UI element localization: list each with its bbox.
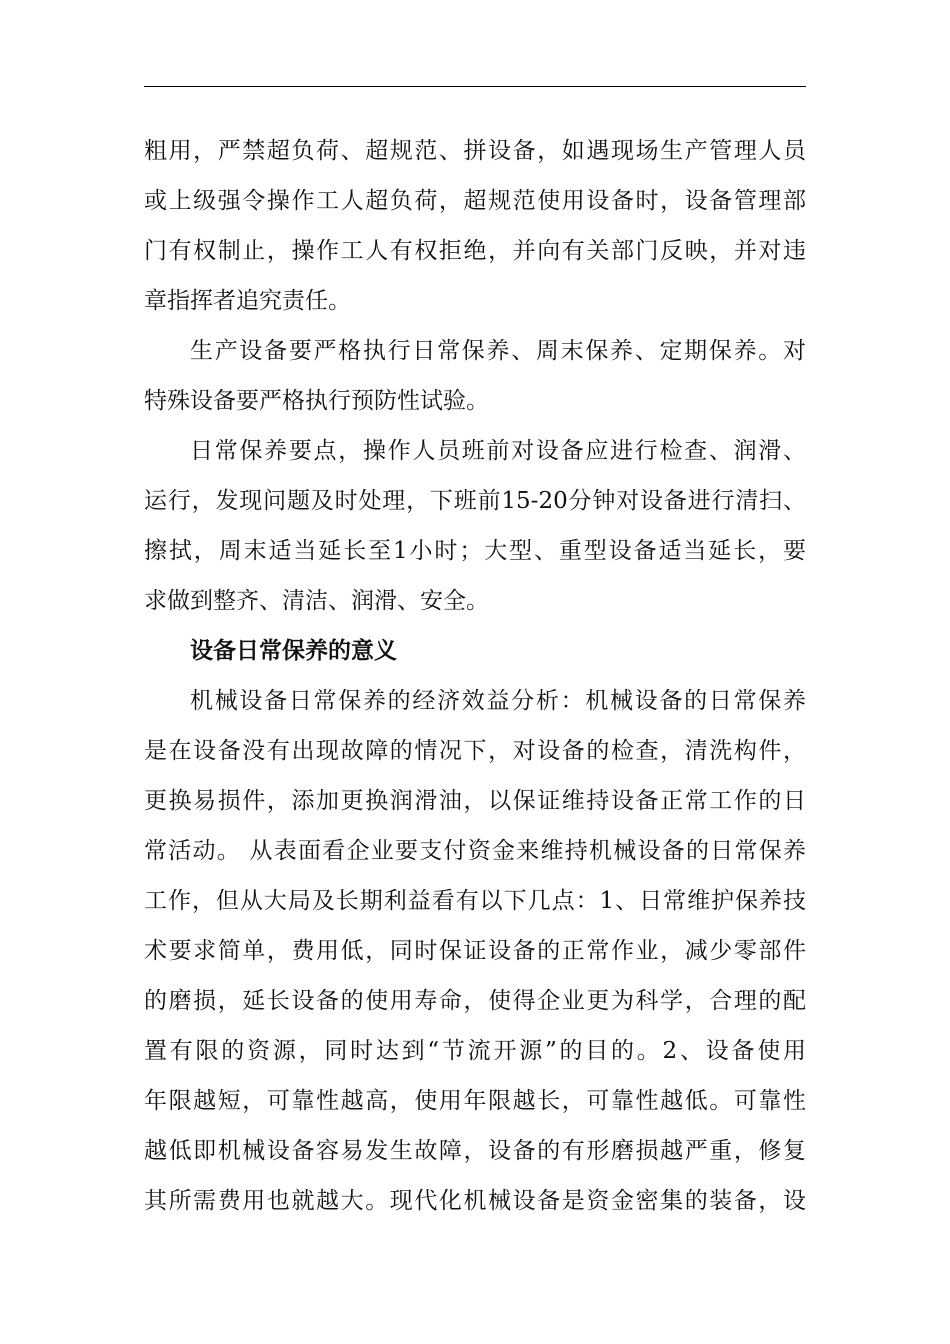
- text-line: 运行，发现问题及时处理，下班前15-20分钟对设备进行清扫、: [144, 488, 806, 514]
- paragraph-start-line: 日常保养要点，操作人员班前对设备应进行检查、润滑、: [190, 438, 806, 464]
- text-line: 的磨损，延长设备的使用寿命，使得企业更为科学，合理的配: [144, 988, 806, 1014]
- section-heading: 设备日常保养的意义: [190, 637, 397, 664]
- text-line: 特殊设备要严格执行预防性试验。: [144, 388, 489, 414]
- text-line: 粗用，严禁超负荷、超规范、拼设备，如遇现场生产管理人员: [144, 138, 806, 164]
- text-line: 章指挥者追究责任。: [144, 288, 351, 314]
- text-line: 年限越短，可靠性越高，使用年限越长，可靠性越低。可靠性: [144, 1088, 806, 1114]
- text-line: 置有限的资源，同时达到“节流开源”的目的。2、设备使用: [144, 1038, 806, 1064]
- text-line: 擦拭，周末适当延长至1小时；大型、重型设备适当延长，要: [144, 538, 806, 564]
- paragraph-start-line: 生产设备要严格执行日常保养、周末保养、定期保养。对: [190, 338, 806, 364]
- text-line: 是在设备没有出现故障的情况下，对设备的检查，清洗构件，: [144, 738, 806, 764]
- text-line: 或上级强令操作工人超负荷，超规范使用设备时，设备管理部: [144, 188, 806, 214]
- text-line: 求做到整齐、清洁、润滑、安全。: [144, 588, 489, 614]
- text-line: 常活动。 从表面看企业要支付资金来维持机械设备的日常保养: [144, 838, 806, 864]
- text-line: 其所需费用也就越大。现代化机械设备是资金密集的装备，设: [144, 1188, 806, 1214]
- text-line: 工作，但从大局及长期利益看有以下几点：1、日常维护保养技: [144, 888, 806, 914]
- paragraph-start-line: 机械设备日常保养的经济效益分析：机械设备的日常保养: [190, 688, 806, 714]
- text-line: 门有权制止，操作工人有权拒绝，并向有关部门反映，并对违: [144, 238, 806, 264]
- text-line: 术要求简单，费用低，同时保证设备的正常作业，减少零部件: [144, 938, 806, 964]
- text-line: 越低即机械设备容易发生故障，设备的有形磨损越严重，修复: [144, 1138, 806, 1164]
- document-body: [144, 126, 806, 1226]
- header-rule: [144, 86, 806, 87]
- text-line: 更换易损件，添加更换润滑油，以保证维持设备正常工作的日: [144, 788, 806, 814]
